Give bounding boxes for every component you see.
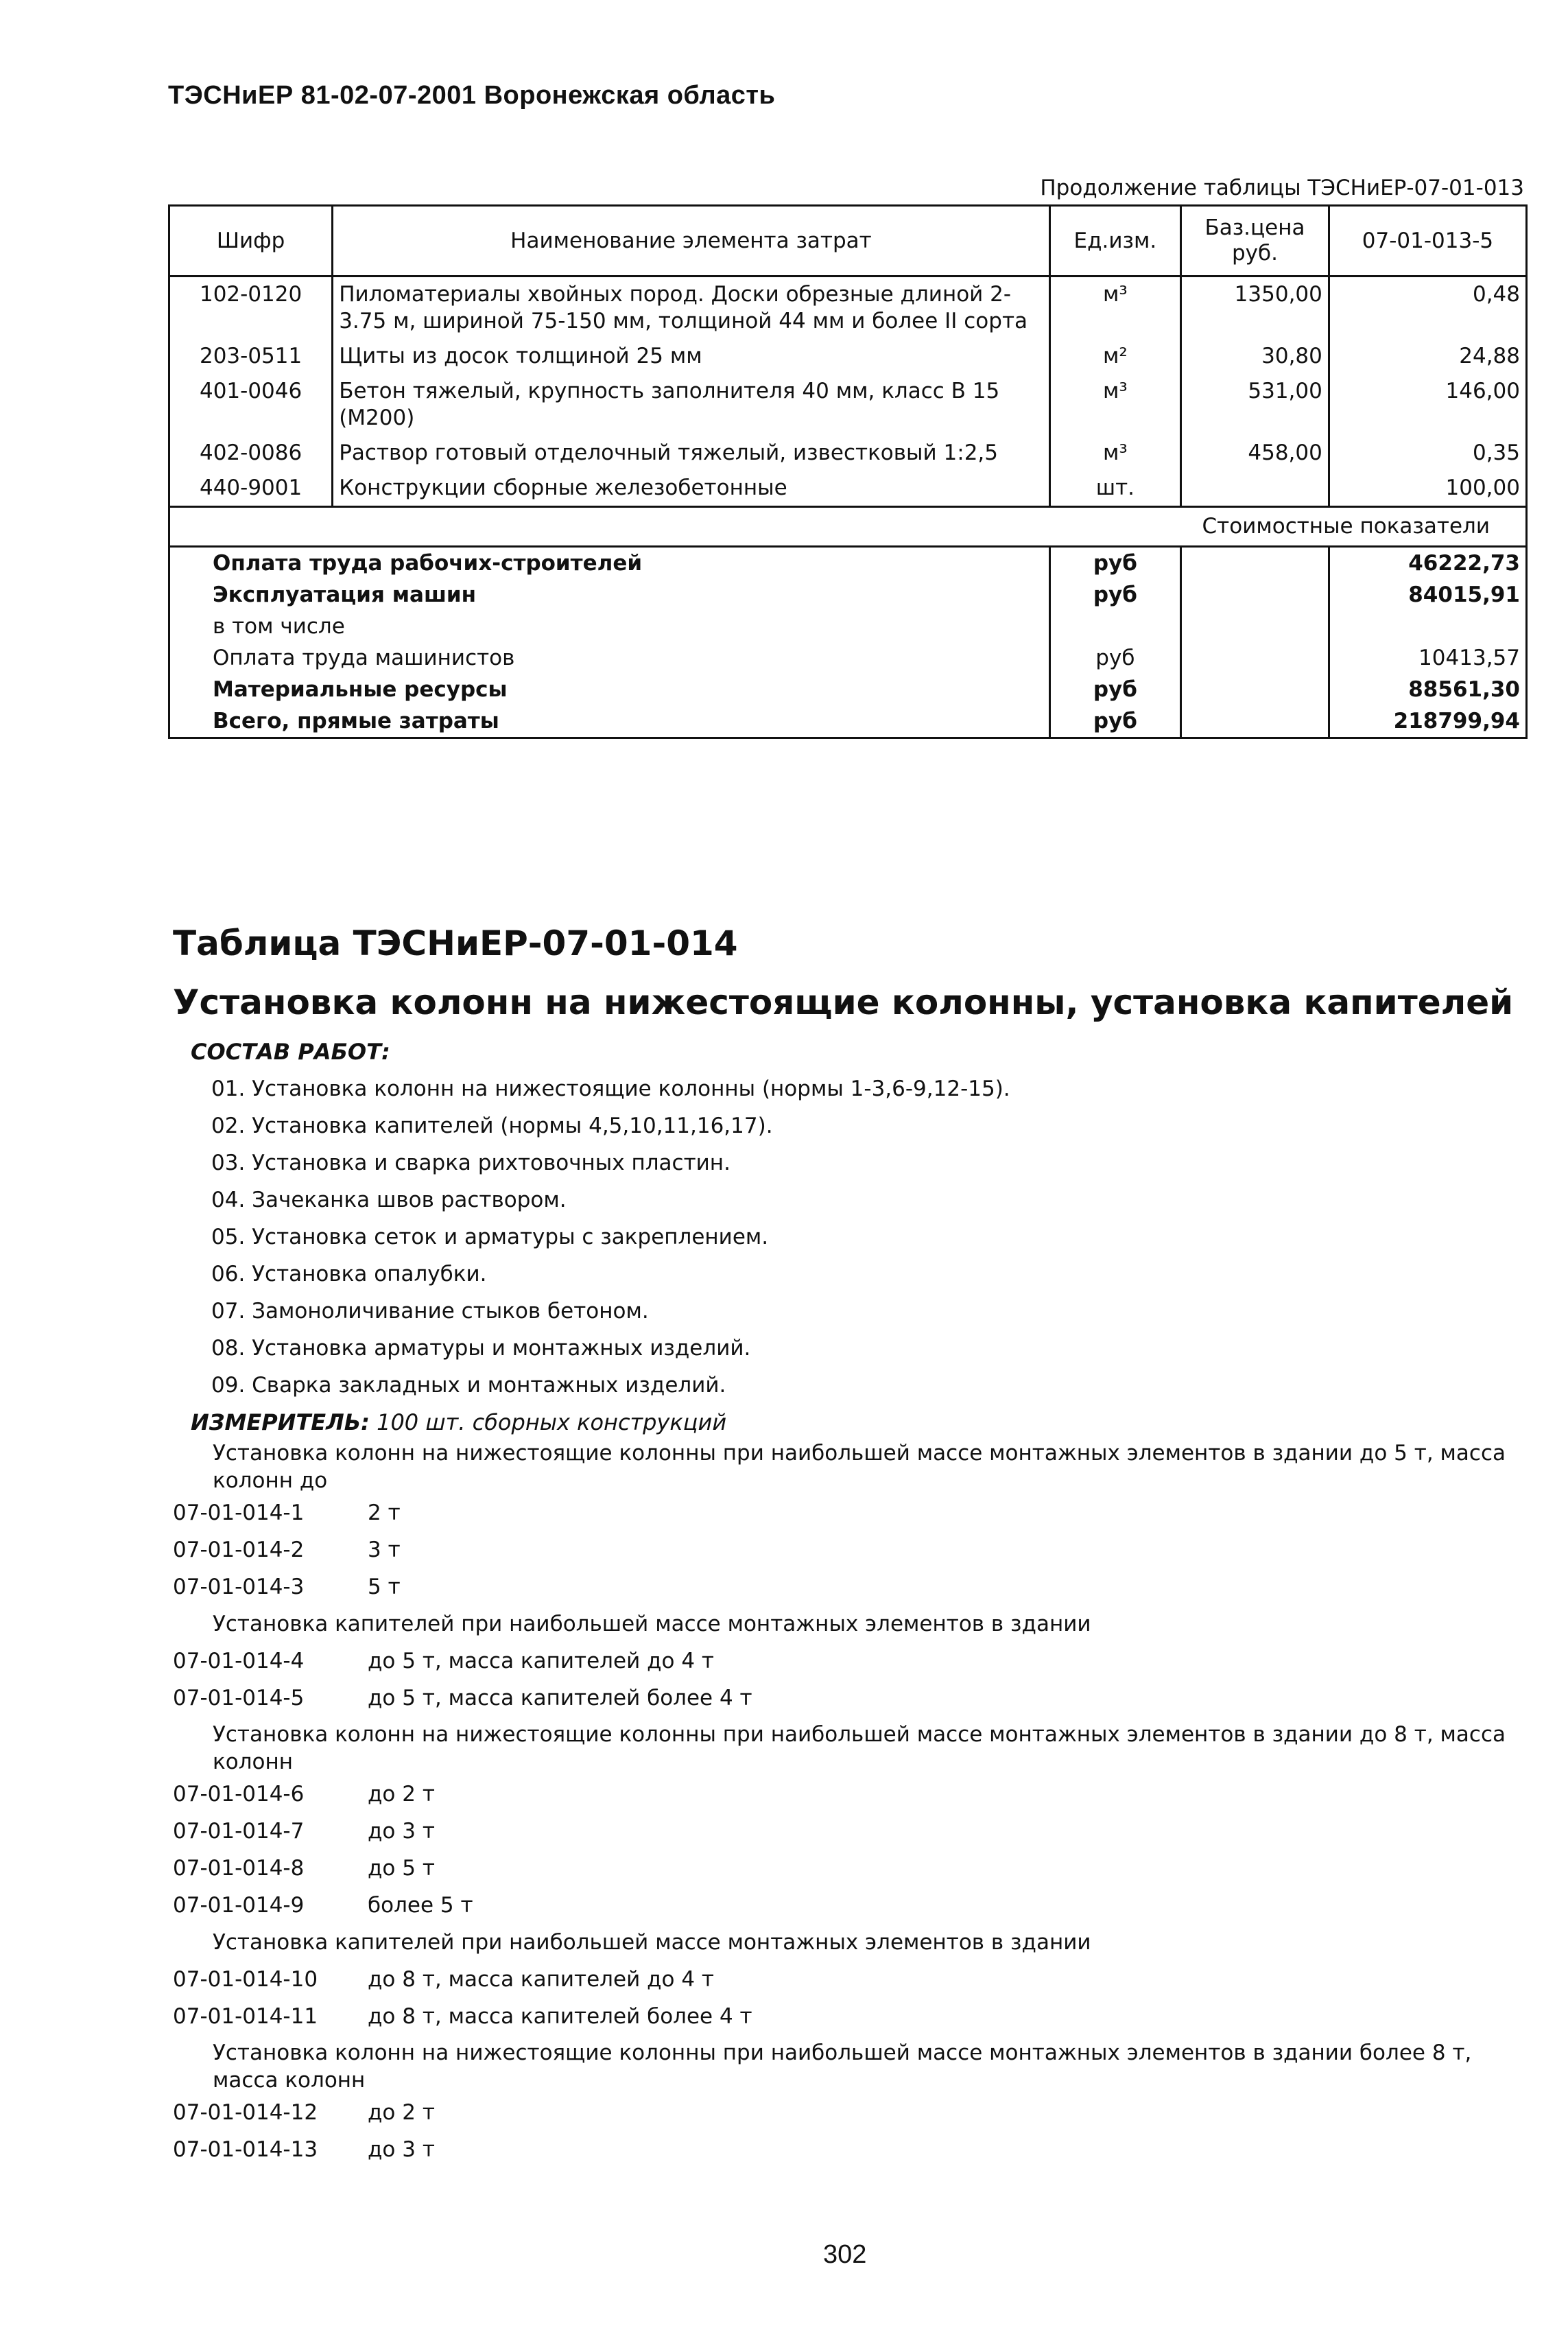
norm-code: 07-01-014-3 (173, 1575, 305, 1599)
norm-code: 07-01-014-1 (173, 1501, 305, 1525)
list-item (173, 1494, 1517, 1531)
row-value: 0,48 (1329, 277, 1526, 340)
row-name: Конструкции сборные железобетонные (333, 471, 1049, 507)
row-code: 401-0046 (169, 374, 333, 436)
norm-code: 07-01-014-11 (173, 2004, 318, 2029)
summary-name: Оплата труда рабочих-строителей (169, 547, 1050, 580)
norm-text: до 5 т (368, 1856, 435, 1881)
norm-code: 07-01-014-7 (173, 1819, 305, 1844)
works-list (211, 1070, 1010, 1404)
norm-text: до 8 т, масса капителей более 4 т (368, 2004, 752, 2029)
summary-empty (1181, 705, 1329, 738)
norm-text: до 3 т (368, 1819, 435, 1844)
table-header-row (169, 206, 1527, 277)
norm-text: до 2 т (368, 2100, 435, 2125)
row-price: 30,80 (1181, 339, 1329, 374)
measure-label: ИЗМЕРИТЕЛЬ: (191, 1409, 370, 1435)
measure-line (191, 1409, 726, 1435)
list-item (173, 1998, 1517, 2035)
row-price: 531,00 (1181, 374, 1329, 436)
group-intro: Установка колонн на нижестоящие колонны при наибольшей массе монтажных элементов в здании до 5 т, масса колонн до (213, 1441, 1506, 1493)
table-subtitle: Установка колонн на нижестоящие колонны, установка капителей (173, 983, 1514, 1022)
table-row (169, 339, 1527, 374)
summary-unit: руб (1049, 547, 1180, 580)
row-name: Щиты из досок толщиной 25 мм (333, 339, 1049, 374)
header-name: Наименование элемента затрат (333, 206, 1049, 277)
row-price: 1350,00 (1181, 277, 1329, 340)
list-item (173, 2094, 1517, 2131)
row-unit: шт. (1049, 471, 1180, 507)
norm-code: 07-01-014-2 (173, 1538, 305, 1562)
norm-text: до 5 т, масса капителей до 4 т (368, 1649, 714, 1673)
norm-text: 5 т (368, 1575, 401, 1599)
page-header: ТЭСНиЕР 81-02-07-2001 Воронежская область (168, 81, 776, 110)
list-item: 09. Сварка закладных и монтажных изделий. (211, 1373, 726, 1398)
row-name: Пиломатериалы хвойных пород. Доски обрезные длиной 2-3.75 м, шириной 75-150 мм, толщиной 44 мм и более II сорта (333, 277, 1049, 340)
norm-text: 3 т (368, 1538, 401, 1562)
summary-unit: руб (1049, 705, 1180, 738)
table-row (169, 436, 1527, 471)
list-item: 08. Установка арматуры и монтажных изделий. (211, 1336, 751, 1361)
row-unit: м³ (1049, 277, 1180, 340)
row-unit: м² (1049, 339, 1180, 374)
summary-value: 88561,30 (1329, 674, 1526, 705)
group-intro: Установка колонн на нижестоящие колонны при наибольшей массе монтажных элементов в здании более 8 т, масса колонн (213, 2040, 1472, 2093)
summary-value: 218799,94 (1329, 705, 1526, 738)
list-item: 02. Установка капителей (нормы 4,5,10,11,16,17). (211, 1114, 773, 1138)
summary-name: в том числе (169, 611, 1050, 642)
list-item: 04. Зачеканка швов раствором. (211, 1188, 567, 1212)
row-value: 100,00 (1329, 471, 1526, 507)
summary-value: 84015,91 (1329, 579, 1526, 611)
list-item: 06. Установка опалубки. (211, 1262, 487, 1286)
summary-row (169, 611, 1527, 642)
list-item: 05. Установка сеток и арматуры с закреплением. (211, 1225, 769, 1249)
summary-unit: руб (1049, 579, 1180, 611)
section-row (169, 507, 1527, 547)
norm-code: 07-01-014-10 (173, 1967, 318, 1992)
list-item (173, 1680, 1517, 1717)
norm-code: 07-01-014-9 (173, 1893, 305, 1918)
summary-empty (1181, 611, 1329, 642)
list-item (173, 1776, 1517, 1813)
list-item: 03. Установка и сварка рихтовочных пластин. (211, 1151, 730, 1175)
row-code: 440-9001 (169, 471, 333, 507)
norm-text: до 5 т, масса капителей более 4 т (368, 1686, 752, 1710)
summary-empty (1181, 642, 1329, 674)
table-title: Таблица ТЭСНиЕР-07-01-014 (173, 924, 738, 963)
list-item: 01. Установка колонн на нижестоящие колонны (нормы 1-3,6-9,12-15). (211, 1077, 1010, 1101)
summary-row (169, 705, 1527, 738)
summary-value: 10413,57 (1329, 642, 1526, 674)
table-row (169, 374, 1527, 436)
group-intro: Установка колонн на нижестоящие колонны при наибольшей массе монтажных элементов в здании до 8 т, масса колонн (213, 1722, 1506, 1774)
summary-name: Материальные ресурсы (169, 674, 1050, 705)
summary-empty (1181, 579, 1329, 611)
summary-unit: руб (1049, 642, 1180, 674)
summary-value (1329, 611, 1526, 642)
norm-code: 07-01-014-4 (173, 1649, 305, 1673)
summary-row (169, 674, 1527, 705)
list-item (173, 1813, 1517, 1850)
group-intro: Установка капителей при наибольшей массе монтажных элементов в здании (213, 1930, 1091, 1955)
table-continuation-caption: Продолжение таблицы ТЭСНиЕР-07-01-013 (1040, 176, 1524, 200)
row-unit: м³ (1049, 436, 1180, 471)
norm-text: 2 т (368, 1501, 401, 1525)
list-item (173, 2131, 1517, 2168)
norm-text: более 5 т (368, 1893, 473, 1918)
list-item (173, 1643, 1517, 1680)
row-price (1181, 471, 1329, 507)
row-unit: м³ (1049, 374, 1180, 436)
row-code: 203-0511 (169, 339, 333, 374)
row-value: 146,00 (1329, 374, 1526, 436)
norm-code: 07-01-014-6 (173, 1782, 305, 1807)
norm-text: до 3 т (368, 2137, 435, 2162)
summary-row (169, 547, 1527, 580)
list-item (173, 1887, 1517, 1924)
row-code: 402-0086 (169, 436, 333, 471)
header-unit: Ед.изм. (1049, 206, 1180, 277)
group-intro: Установка капителей при наибольшей массе монтажных элементов в здании (213, 1612, 1091, 1636)
table-row (169, 277, 1527, 340)
summary-unit (1049, 611, 1180, 642)
norm-code: 07-01-014-8 (173, 1856, 305, 1881)
list-item (173, 1961, 1517, 1998)
summary-value: 46222,73 (1329, 547, 1526, 580)
norm-text: до 8 т, масса капителей до 4 т (368, 1967, 714, 1992)
list-item (173, 1850, 1517, 1887)
norm-code: 07-01-014-13 (173, 2137, 318, 2162)
summary-name: Эксплуатация машин (169, 579, 1050, 611)
cost-table (168, 204, 1528, 739)
header-code: Шифр (169, 206, 333, 277)
list-item (173, 1568, 1517, 1605)
summary-row (169, 579, 1527, 611)
norm-text: до 2 т (368, 1782, 435, 1807)
row-value: 0,35 (1329, 436, 1526, 471)
list-item (173, 1531, 1517, 1568)
summary-empty (1181, 674, 1329, 705)
summary-name: Всего, прямые затраты (169, 705, 1050, 738)
norm-code: 07-01-014-5 (173, 1686, 305, 1710)
row-price: 458,00 (1181, 436, 1329, 471)
summary-row (169, 642, 1527, 674)
section-label: Стоимостные показатели (169, 507, 1527, 547)
summary-empty (1181, 547, 1329, 580)
header-norm: 07-01-013-5 (1329, 206, 1526, 277)
header-price: Баз.цена руб. (1181, 206, 1329, 277)
row-value: 24,88 (1329, 339, 1526, 374)
list-item: 07. Замоноличивание стыков бетоном. (211, 1299, 649, 1324)
row-name: Бетон тяжелый, крупность заполнителя 40 мм, класс В 15 (М200) (333, 374, 1049, 436)
measure-value: 100 шт. сборных конструкций (377, 1409, 727, 1435)
works-label: СОСТАВ РАБОТ: (191, 1039, 390, 1065)
summary-unit: руб (1049, 674, 1180, 705)
norms-list (173, 1439, 1517, 2168)
page-number: 302 (823, 2240, 867, 2269)
row-name: Раствор готовый отделочный тяжелый, известковый 1:2,5 (333, 436, 1049, 471)
table-row (169, 471, 1527, 507)
norm-code: 07-01-014-12 (173, 2100, 318, 2125)
summary-name: Оплата труда машинистов (169, 642, 1050, 674)
row-code: 102-0120 (169, 277, 333, 340)
